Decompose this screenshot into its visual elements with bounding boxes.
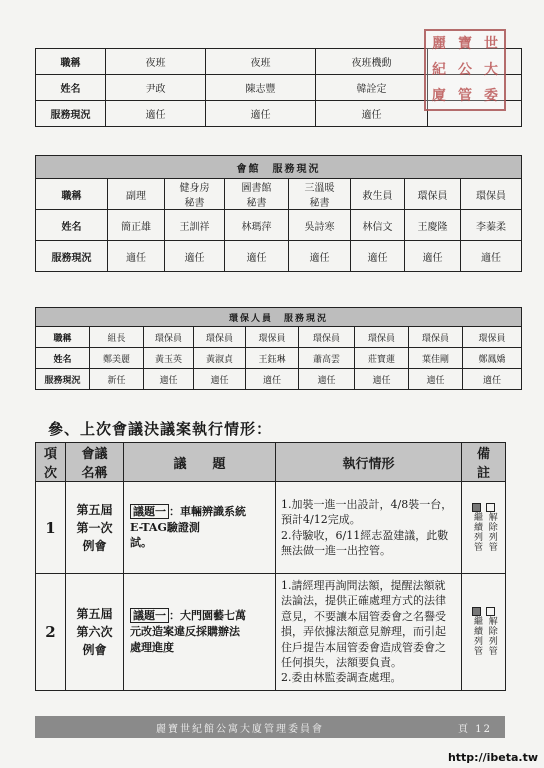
- topic-tag: 議題一: [130, 608, 169, 623]
- table-cell: 林瑪萍: [225, 210, 289, 241]
- table-cell: 環保員: [246, 327, 299, 348]
- table-cell: 林信文: [351, 210, 405, 241]
- row-label: 職稱: [36, 327, 90, 348]
- table-cell: 適任: [405, 241, 461, 272]
- column-header: 會議 名稱: [66, 443, 124, 482]
- table-cell: 蕭高雲: [299, 348, 355, 369]
- checkbox-icon: [486, 503, 495, 512]
- execution-status: 1.加裝一進一出設計，4/8裝一台，預計4/12完成。 2.待驗收，6/11經志盈建議，此數無法做一進一出控管。: [276, 482, 462, 574]
- seal-char: 廈: [432, 88, 446, 104]
- table-cell: 適任: [144, 369, 194, 390]
- table-cell: 適任: [463, 369, 522, 390]
- seal-char: 世: [484, 36, 498, 52]
- topic-tag: 議題一: [130, 504, 169, 519]
- remark-label: 解除列管: [486, 616, 497, 657]
- remark-label: 繼續列管: [472, 616, 482, 657]
- row-label: 姓名: [36, 348, 90, 369]
- footer-text: 麗寶世紀館公寓大廈管理委員會: [156, 723, 324, 735]
- table-cell: 適任: [246, 369, 299, 390]
- column-header: 項 次: [36, 443, 66, 482]
- table-cell: 環保員: [409, 327, 463, 348]
- checked-box-icon: [472, 607, 481, 616]
- table-cell: 環保員: [405, 179, 461, 210]
- row-label: 服務現況: [36, 241, 108, 272]
- remark-cell: [462, 482, 506, 574]
- table-row: [36, 369, 522, 390]
- item-number: 1: [36, 482, 66, 574]
- seal-char: 寶: [458, 36, 472, 52]
- seal-char: 管: [458, 88, 472, 104]
- table-cell: 環保員: [463, 327, 522, 348]
- seal-char: 委: [484, 88, 498, 104]
- clubhouse-title: 會館 服務現況: [36, 156, 522, 179]
- table-cell: 適任: [289, 241, 351, 272]
- remark-label: 繼續列管: [472, 512, 482, 552]
- table-row: [36, 574, 506, 691]
- table-cell: 環保員: [355, 327, 409, 348]
- table-cell: 黃淑貞: [194, 348, 246, 369]
- row-label: 姓名: [36, 75, 106, 101]
- table-cell: 葉佳剛: [409, 348, 463, 369]
- checked-box-icon: [472, 503, 481, 512]
- table-cell: 環保員: [194, 327, 246, 348]
- execution-status: 1.請經理再詢問法額，提醒法額就法論法，提供正確處理方式的法律意見，不要讓本屆管委會之名譽受損，弄依據法額意見辦理，而引起住戶提告本屆管委會造成管委會之任何損失，法額要負責。 2.委由林監委調查處理。: [276, 574, 462, 691]
- table-cell: 黃玉英: [144, 348, 194, 369]
- item-number: 2: [36, 574, 66, 691]
- table-cell: 適任: [108, 241, 165, 272]
- table-cell: 適任: [206, 101, 316, 127]
- table-row: [36, 241, 522, 272]
- table-cell: 王慶隆: [405, 210, 461, 241]
- header-row: [36, 443, 506, 482]
- table-cell: 環保員: [144, 327, 194, 348]
- column-header: 備 註: [462, 443, 506, 482]
- table-cell: 尹政: [106, 75, 206, 101]
- table-row: [36, 348, 522, 369]
- row-label: 職稱: [36, 179, 108, 210]
- table-cell: 環保員: [461, 179, 522, 210]
- table-cell: 適任: [299, 369, 355, 390]
- row-label: 姓名: [36, 210, 108, 241]
- table-row: [36, 210, 522, 241]
- table-row: [36, 179, 522, 210]
- row-label: 服務現況: [36, 101, 106, 127]
- table-cell: 適任: [409, 369, 463, 390]
- table-cell: 王訓祥: [165, 210, 225, 241]
- table-cell: 夜班: [106, 49, 206, 75]
- table-cell: 韓詮定: [316, 75, 428, 101]
- table-cell: 健身房 秘書: [165, 179, 225, 210]
- table-cell: 適任: [225, 241, 289, 272]
- column-header: 議 題: [124, 443, 276, 482]
- row-label: 服務現況: [36, 369, 90, 390]
- column-header: 執行情形: [276, 443, 462, 482]
- table-cell: 陳志豐: [206, 75, 316, 101]
- table-row: [36, 327, 522, 348]
- table-cell: 夜班: [206, 49, 316, 75]
- page-number: 頁 12: [458, 723, 492, 735]
- table-cell: 適任: [461, 241, 522, 272]
- resolutions-table: [35, 442, 506, 691]
- watermark: http://ibeta.tw: [447, 751, 538, 764]
- table-cell: 王鈺琳: [246, 348, 299, 369]
- section-title: 參、上次會議決議案執行情形：: [48, 420, 273, 438]
- table-cell: 適任: [316, 101, 428, 127]
- topic-text: ：大門園藝七萬 元改造案違反採購辦法 處理進度: [130, 608, 246, 654]
- table-cell: 簡正雄: [108, 210, 165, 241]
- table-cell: 適任: [194, 369, 246, 390]
- table-cell: 適任: [106, 101, 206, 127]
- remark-label: 解除列管: [486, 512, 497, 552]
- seal-char: 紀: [432, 62, 446, 78]
- cleaning-staff-table: [35, 307, 522, 390]
- seal-char: 麗: [432, 36, 446, 52]
- checkbox-icon: [486, 607, 495, 616]
- table-cell: 鄭美麗: [90, 348, 144, 369]
- table-cell: 適任: [165, 241, 225, 272]
- clubhouse-status-table: [35, 155, 522, 272]
- topic-text: ：車輛辨識系統 E-TAG驗證測 試。: [130, 504, 246, 550]
- seal-char: 公: [458, 62, 472, 78]
- table-cell: 鄭鳳嬌: [463, 348, 522, 369]
- table-cell: 組長: [90, 327, 144, 348]
- table-cell: 李蓁柔: [461, 210, 522, 241]
- table-cell: 副理: [108, 179, 165, 210]
- table-cell: 三溫暖 秘書: [289, 179, 351, 210]
- topic-cell: [124, 482, 276, 574]
- topic-cell: [124, 574, 276, 691]
- table-cell: 適任: [351, 241, 405, 272]
- meeting-name: 第五屆 第一次 例會: [66, 482, 124, 574]
- table-cell: 適任: [355, 369, 409, 390]
- table-cell: 吳詩寒: [289, 210, 351, 241]
- committee-seal: [424, 29, 506, 111]
- seal-char: 大: [484, 62, 498, 78]
- table-cell: 環保員: [299, 327, 355, 348]
- cleaners-title: 環保人員 服務現況: [36, 308, 522, 327]
- table-cell: 夜班機動: [316, 49, 428, 75]
- table-cell: 莊寶蓮: [355, 348, 409, 369]
- meeting-name: 第五屆 第六次 例會: [66, 574, 124, 691]
- table-cell: 新任: [90, 369, 144, 390]
- table-cell: 圖書館 秘書: [225, 179, 289, 210]
- table-row: [36, 482, 506, 574]
- page-footer: [35, 716, 505, 738]
- remark-cell: [462, 574, 506, 691]
- row-label: 職稱: [36, 49, 106, 75]
- table-cell: 救生員: [351, 179, 405, 210]
